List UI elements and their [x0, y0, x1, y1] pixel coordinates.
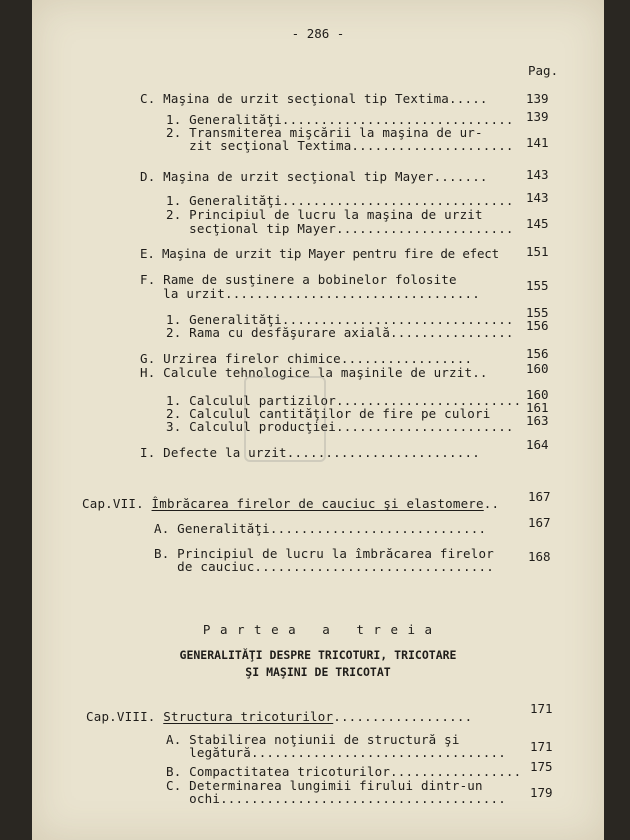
toc-entry-cap8c-b: ochi..................................... — [166, 791, 506, 806]
part-title: P a r t e a a t r e i a — [202, 622, 434, 637]
chapter-8-title: Structura tricoturilor — [163, 709, 334, 724]
toc-page-f1: 155 — [526, 305, 549, 320]
toc-page-f: 155 — [526, 278, 549, 293]
toc-entry-d1: 1. Generalităţi.............................. — [166, 193, 514, 208]
toc-page-cap7b: 168 — [528, 549, 551, 564]
part-subtitle-2: ŞI MAŞINI DE TRICOTAT — [245, 665, 391, 679]
chapter-7-dots: .. — [483, 496, 500, 511]
toc-entry-c: C. Maşina de urzit secţional tip Textima..... — [140, 91, 488, 106]
toc-page-cap7: 167 — [528, 489, 551, 504]
toc-page-f2: 156 — [526, 318, 549, 333]
toc-entry-f1: 1. Generalităţi.............................. — [166, 312, 514, 327]
toc-entry-cap8a-a: A. Stabilirea noţiunii de structură şi — [166, 732, 460, 747]
chapter-8-dots: .................. — [333, 709, 473, 724]
toc-page-c1: 139 — [526, 109, 549, 124]
toc-chapter-8 — [86, 710, 472, 723]
toc-entry-h: H. Calcule tehnologice la maşinile de urzit.. — [140, 365, 488, 380]
toc-entry-h3: 3. Calculul producţiei....................... — [166, 419, 514, 434]
toc-entry-g: G. Urzirea firelor chimice................. — [140, 351, 473, 366]
toc-entry-d: D. Maşina de urzit secţional tip Mayer....... — [140, 169, 488, 184]
toc-entry-c1: 1. Generalităţi.............................. — [166, 112, 514, 127]
toc-page-cap8c: 179 — [530, 785, 553, 800]
watermark-box — [244, 376, 326, 462]
toc-entry-cap7a: A. Generalităţi............................ — [154, 521, 487, 536]
pag-label: Pag. — [528, 63, 559, 78]
toc-entry-i: I. Defecte la urzit......................... — [140, 445, 480, 460]
toc-page-c2: 141 — [526, 135, 549, 150]
toc-page-h3: 163 — [526, 413, 549, 428]
chapter-7-prefix: Cap.VII. — [82, 496, 144, 511]
toc-chapter-7 — [82, 497, 499, 510]
toc-entry-c2a: 2. Transmiterea mişcării la maşina de ur- — [166, 125, 483, 140]
toc-entry-cap7b-b: de cauciuc............................... — [154, 559, 494, 574]
toc-entry-cap8b: B. Compactitatea tricoturilor................. — [166, 764, 522, 779]
toc-entry-h1: 1. Calculul partizilor........................ — [166, 393, 522, 408]
toc-page-cap8b: 175 — [530, 759, 553, 774]
toc-page-h2: 161 — [526, 400, 549, 415]
toc-entry-f-b: la urzit................................. — [140, 286, 480, 301]
toc-page-g: 156 — [526, 346, 549, 361]
toc-page-cap8: 171 — [530, 701, 553, 716]
toc-page-i: 164 — [526, 437, 549, 452]
toc-entry-cap8a-b: legătură................................. — [166, 745, 506, 760]
toc-entry-cap7b-a: B. Principiul de lucru la îmbrăcarea firelor — [154, 546, 494, 561]
toc-entry-f-a: F. Rame de susţinere a bobinelor folosite — [140, 272, 457, 287]
toc-entry-c2b: zit secţional Textima..................... — [166, 138, 514, 153]
toc-page-d: 143 — [526, 167, 549, 182]
document-page — [32, 0, 604, 840]
part-subtitle-1: GENERALITĂŢI DESPRE TRICOTURI, TRICOTARE — [179, 648, 457, 662]
toc-page-d1: 143 — [526, 190, 549, 205]
toc-page-cap7a: 167 — [528, 515, 551, 530]
toc-page-h: 160 — [526, 361, 549, 376]
chapter-8-prefix: Cap.VIII. — [86, 709, 156, 724]
page-number: - 286 - — [291, 26, 345, 41]
toc-entry-h2: 2. Calculul cantităţilor de fire pe culori — [166, 406, 491, 421]
toc-entry-f2: 2. Rama cu desfăşurare axială................ — [166, 325, 514, 340]
toc-entry-e: E. Maşina de urzit tip Mayer pentru fire de efect — [140, 246, 499, 261]
chapter-7-title: Îmbrăcarea firelor de cauciuc şi elastomere — [151, 496, 484, 511]
toc-page-d2: 145 — [526, 216, 549, 231]
toc-page-c: 139 — [526, 91, 549, 106]
toc-page-e: 151 — [526, 244, 549, 259]
toc-entry-d2a: 2. Principiul de lucru la maşina de urzit — [166, 207, 483, 222]
toc-entry-d2b: secţional tip Mayer....................... — [166, 221, 514, 236]
toc-page-h1: 160 — [526, 387, 549, 402]
toc-entry-cap8c-a: C. Determinarea lungimii firului dintr-un — [166, 778, 483, 793]
toc-page-cap8a: 171 — [530, 739, 553, 754]
